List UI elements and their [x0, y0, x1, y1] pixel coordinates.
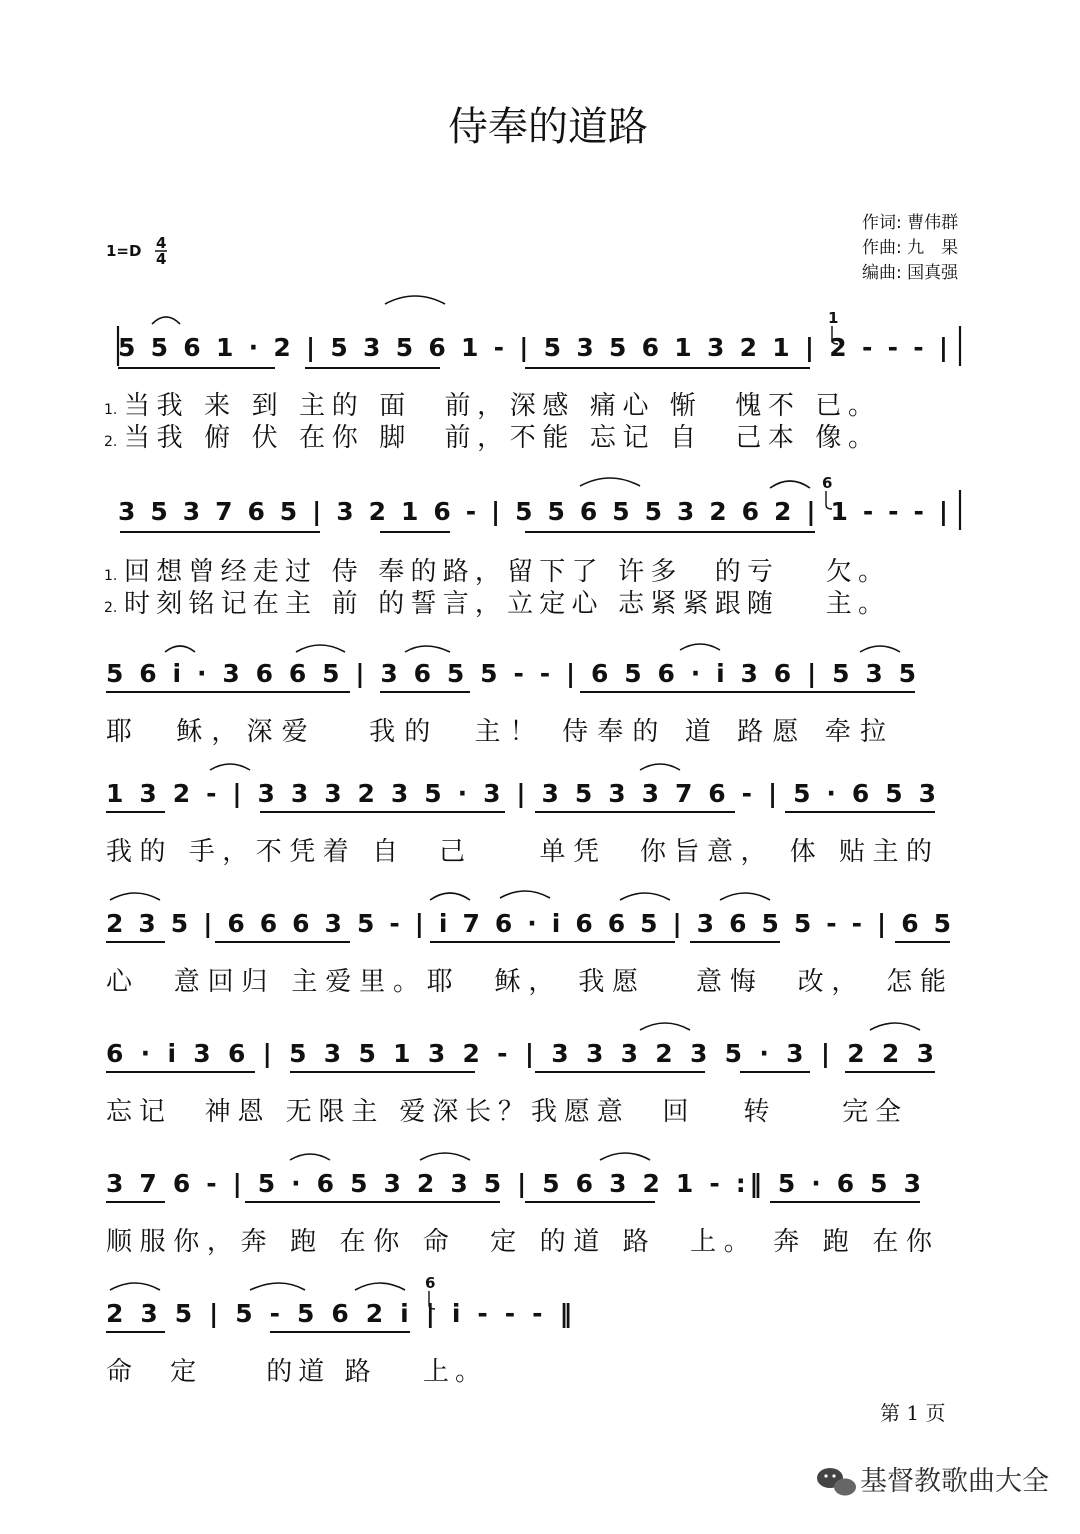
- system-8: [106, 1299, 572, 1387]
- lyric-line: 耶 稣，深爱 我的 主！ 侍奉的 道 路愿 牵拉: [106, 717, 886, 747]
- system-5: [106, 909, 951, 997]
- svg-text:2.: 2.: [104, 434, 118, 450]
- arranger-credit: 编曲: 国真强: [862, 263, 959, 283]
- svg-text:1.: 1.: [104, 568, 118, 584]
- svg-text:4: 4: [156, 234, 167, 252]
- time-signature: [155, 234, 167, 268]
- composer-credit: 作曲: 九 果: [862, 238, 959, 258]
- lyric-verse-2: 当我 俯 伏 在你 脚 前，不能 忘记 自 己本 像。: [124, 423, 874, 453]
- svg-text:6: 6: [822, 474, 833, 492]
- key-signature: 1=D: [106, 242, 142, 260]
- notation-line: 1 3 2 - | 3 3 3 2 3 5 · 3 | 3 5 3 3 7 6 - | 5 · 6 5 3: [106, 779, 936, 808]
- notation-line: 5 5 6 1 · 2 | 5 3 5 6 1 - | 5 3 5 6 1 3 2 1 | 2 - - - |: [118, 333, 948, 362]
- wechat-icon: [817, 1468, 856, 1496]
- lyric-line: 忘记 神恩 无限主 爱深长？我愿意 回 转 完全: [106, 1097, 901, 1127]
- notation-line: 2 3 5 | 5 - 5 6 2 i | i - - - ‖: [106, 1299, 572, 1328]
- svg-text:1.: 1.: [104, 402, 118, 418]
- system-4: [106, 779, 936, 867]
- lyric-line: 心 意回归 主爱里。耶 稣， 我愿 意悔 改， 怎能: [106, 967, 946, 997]
- notation-line: 6 · i 3 6 | 5 3 5 1 3 2 - | 3 3 3 2 3 5 · 3 | 2 2 3: [106, 1039, 935, 1068]
- svg-text:6: 6: [425, 1274, 436, 1292]
- page-number: 第 1 页: [880, 1401, 946, 1425]
- system-1: [104, 326, 960, 453]
- svg-text:4: 4: [156, 250, 167, 268]
- svg-text:基督教歌曲大全: 基督教歌曲大全: [860, 1466, 1049, 1497]
- notation-line: 3 7 6 - | 5 · 6 5 3 2 3 5 | 5 6 3 2 1 - :‖ 5 · 6 5 3: [106, 1169, 921, 1198]
- lyric-verse-1: 当我 来 到 主的 面 前，深感 痛心 惭 愧不 已。: [124, 391, 874, 421]
- notation-line: 3 5 3 7 6 5 | 3 2 1 6 - | 5 5 6 5 5 3 2 6 2 | 1 - - - |: [118, 497, 948, 526]
- lyric-verse-2: 时刻铭记在主 前 的誓言，立定心 志紧紧跟随 主。: [124, 589, 884, 619]
- lyric-line: 命 定 的道 路 上。: [106, 1357, 481, 1387]
- song-title: 侍奉的道路: [448, 104, 648, 150]
- svg-text:2.: 2.: [104, 600, 118, 616]
- notation-line: 5 6 i · 3 6 6 5 | 3 6 5 5 - - | 6 5 6 · i 3 6 | 5 3 5: [106, 659, 916, 688]
- system-7: [106, 1169, 933, 1257]
- lyricist-credit: 作词: 曹伟群: [862, 213, 959, 233]
- watermark: [817, 1466, 1049, 1497]
- svg-text:1: 1: [828, 309, 839, 327]
- notation-line: 2 3 5 | 6 6 6 3 5 - | i 7 6 · i 6 6 5 | 3 6 5 5 - - | 6 5: [106, 909, 951, 938]
- system-3: [106, 659, 916, 747]
- lyric-line: 我的 手，不凭着 自 己 单凭 你旨意， 体 贴主的: [106, 837, 932, 867]
- system-6: [106, 1039, 935, 1127]
- lyric-line: 顺服你，奔 跑 在你 命 定 的道 路 上。 奔 跑 在你: [106, 1227, 932, 1257]
- lyric-verse-1: 回想曾经走过 侍 奉的路，留下了 许多 的亏 欠。: [124, 557, 884, 587]
